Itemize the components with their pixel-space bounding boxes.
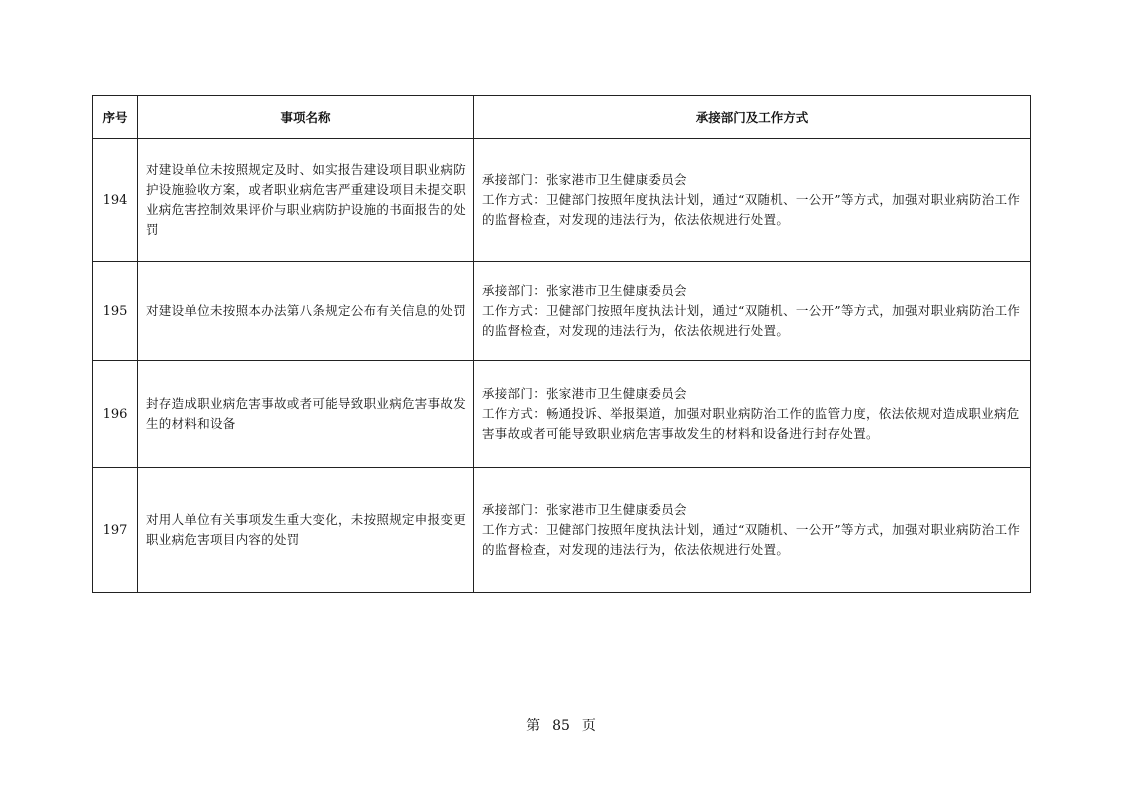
item-name: 对用人单位有关事项发生重大变化，未按照规定申报变更职业病危害项目内容的处罚 xyxy=(138,468,474,593)
page-suffix: 页 xyxy=(581,718,596,734)
header-dept-method: 承接部门及工作方式 xyxy=(474,96,1031,139)
table-row xyxy=(93,361,1031,468)
work-method: 工作方式：卫健部门按照年度执法计划，通过“双随机、一公开”等方式，加强对职业病防治工作的监督检查，对发现的违法行为，依法依规进行处置。 xyxy=(482,192,1021,227)
dept-line: 承接部门：张家港市卫生健康委员会 xyxy=(482,172,687,187)
table-row xyxy=(93,468,1031,593)
dept-line: 承接部门：张家港市卫生健康委员会 xyxy=(482,502,687,517)
page-footer xyxy=(0,715,1122,735)
dept-line: 承接部门：张家港市卫生健康委员会 xyxy=(482,386,687,401)
row-number: 196 xyxy=(93,361,138,468)
dept-method-cell xyxy=(474,468,1031,593)
header-no: 序号 xyxy=(93,96,138,139)
row-number: 197 xyxy=(93,468,138,593)
dept-method-cell xyxy=(474,262,1031,361)
page-prefix: 第 xyxy=(526,718,541,734)
dept-method-cell xyxy=(474,139,1031,262)
page-number: 85 xyxy=(552,718,570,734)
work-method: 工作方式：卫健部门按照年度执法计划，通过“双随机、一公开”等方式，加强对职业病防治工作的监督检查，对发现的违法行为，依法依规进行处置。 xyxy=(482,522,1021,557)
table-header-row xyxy=(93,96,1031,139)
table-row xyxy=(93,262,1031,361)
items-table xyxy=(92,95,1031,593)
dept-method-cell xyxy=(474,361,1031,468)
item-name: 对建设单位未按照规定及时、如实报告建设项目职业病防护设施验收方案，或者职业病危害严重建设项目未提交职业病危害控制效果评价与职业病防护设施的书面报告的处罚 xyxy=(138,139,474,262)
item-name: 对建设单位未按照本办法第八条规定公布有关信息的处罚 xyxy=(138,262,474,361)
dept-line: 承接部门：张家港市卫生健康委员会 xyxy=(482,283,687,298)
table-row xyxy=(93,139,1031,262)
row-number: 195 xyxy=(93,262,138,361)
header-item-name: 事项名称 xyxy=(138,96,474,139)
item-name: 封存造成职业病危害事故或者可能导致职业病危害事故发生的材料和设备 xyxy=(138,361,474,468)
work-method: 工作方式：卫健部门按照年度执法计划，通过“双随机、一公开”等方式，加强对职业病防治工作的监督检查，对发现的违法行为，依法依规进行处置。 xyxy=(482,303,1021,338)
work-method: 工作方式：畅通投诉、举报渠道，加强对职业病防治工作的监管力度，依法依规对造成职业病危害事故或者可能导致职业病危害事故发生的材料和设备进行封存处置。 xyxy=(482,406,1020,441)
row-number: 194 xyxy=(93,139,138,262)
